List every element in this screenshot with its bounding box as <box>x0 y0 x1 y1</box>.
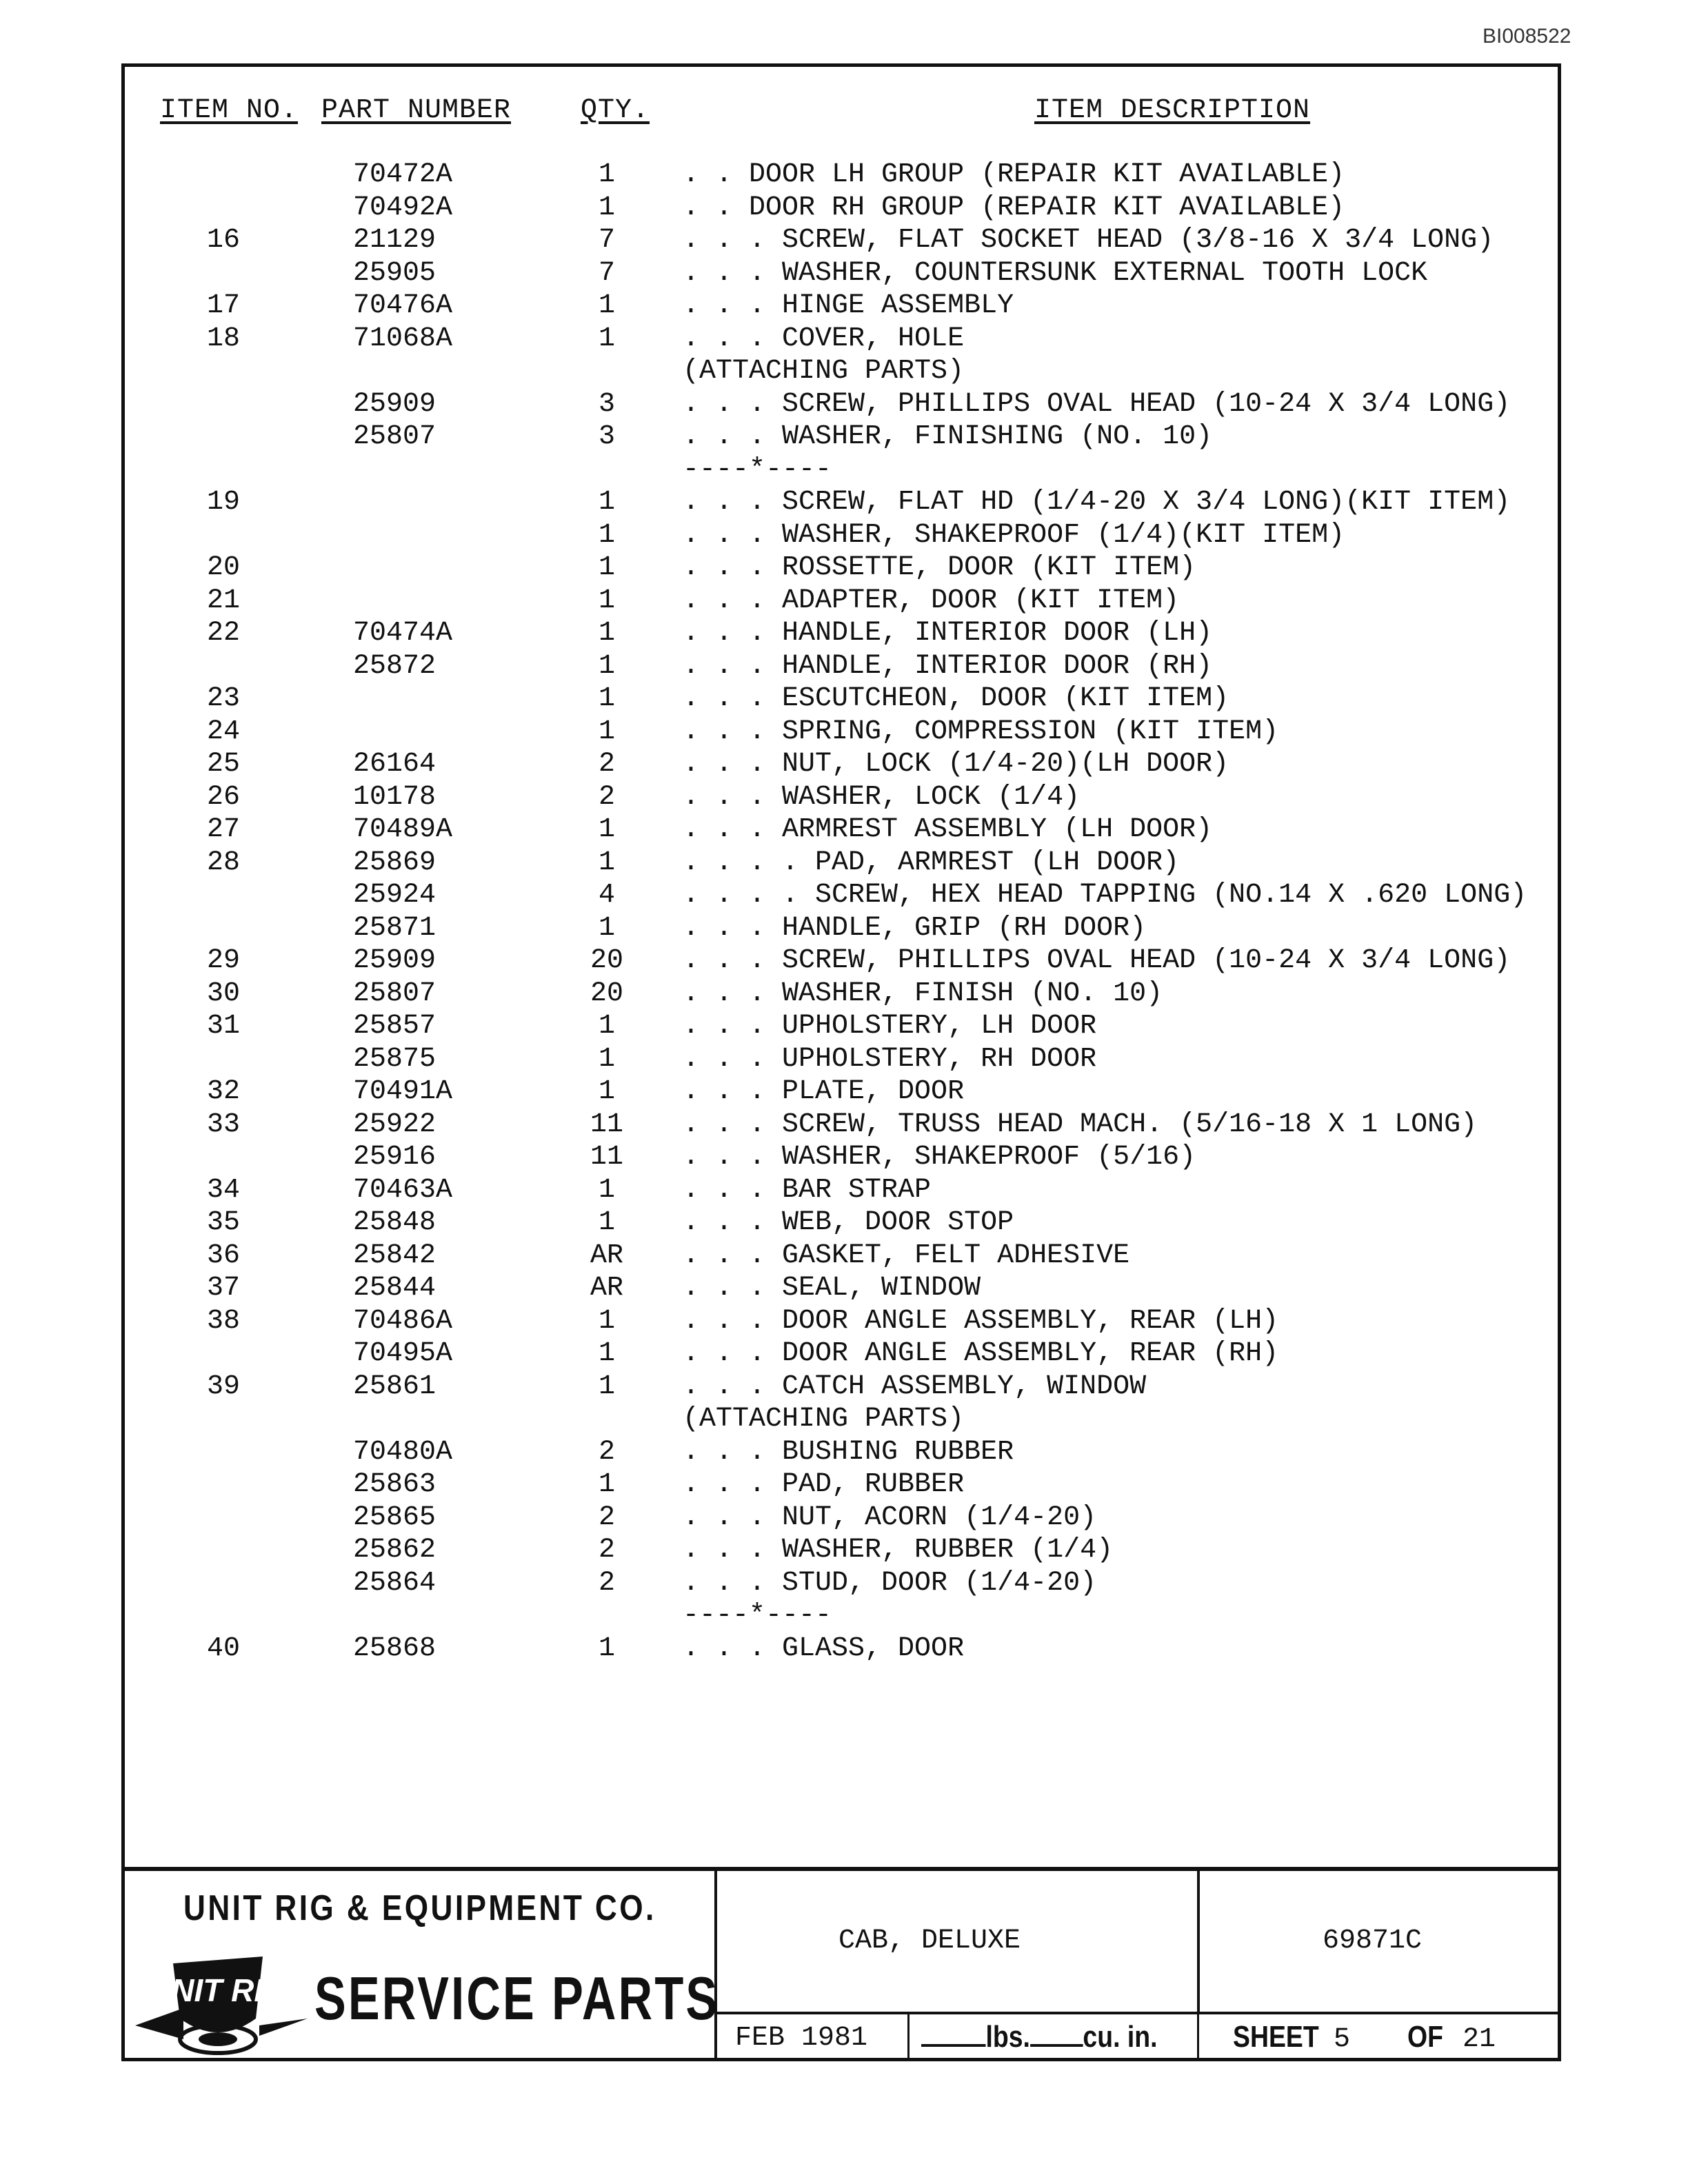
table-row <box>0 912 1688 945</box>
part-number: 26164 <box>353 749 436 780</box>
part-number: 70476A <box>353 290 453 321</box>
volume-blank <box>1030 2023 1083 2047</box>
table-row <box>0 879 1688 912</box>
item-description: . . . ADAPTER, DOOR (KIT ITEM) <box>683 585 1180 616</box>
part-number: 25922 <box>353 1109 436 1140</box>
issue-date: FEB 1981 <box>735 2023 868 2054</box>
quantity: 1 <box>598 1338 615 1369</box>
table-row <box>0 650 1688 683</box>
sheet-number: 5 <box>1334 2024 1351 2055</box>
part-number: 25909 <box>353 388 436 420</box>
sheet-total: 21 <box>1463 2024 1496 2055</box>
item-number: 27 <box>207 814 241 845</box>
quantity: 3 <box>598 388 615 420</box>
quantity: 1 <box>598 1043 615 1075</box>
item-number: 28 <box>207 847 241 878</box>
part-number: 25865 <box>353 1502 436 1533</box>
table-row <box>0 224 1688 257</box>
item-description: . . . ESCUTCHEON, DOOR (KIT ITEM) <box>683 683 1229 714</box>
item-description: . . . DOOR ANGLE ASSEMBLY, REAR (RH) <box>683 1338 1279 1369</box>
item-number: 40 <box>207 1632 241 1664</box>
item-number: 36 <box>207 1240 241 1271</box>
item-description: . . . BUSHING RUBBER <box>683 1436 1014 1468</box>
part-number: 25864 <box>353 1567 436 1599</box>
item-description: . . . SCREW, PHILLIPS OVAL HEAD (10-24 X 3/4 LONG) <box>683 945 1511 976</box>
table-row <box>0 1371 1688 1404</box>
part-number: 10178 <box>353 781 436 813</box>
item-number: 29 <box>207 945 241 976</box>
part-number: 70480A <box>353 1436 453 1468</box>
item-description: . . DOOR RH GROUP (REPAIR KIT AVAILABLE) <box>683 192 1345 223</box>
table-row <box>0 486 1688 519</box>
table-row <box>0 1599 1688 1632</box>
item-description: (ATTACHING PARTS) <box>683 1404 965 1435</box>
table-row <box>0 1305 1688 1338</box>
quantity: 1 <box>598 487 615 518</box>
item-number: 21 <box>207 585 241 616</box>
part-number: 25848 <box>353 1207 436 1238</box>
item-number: 17 <box>207 290 241 321</box>
item-number: 24 <box>207 716 241 747</box>
part-number: 21129 <box>353 225 436 256</box>
table-row <box>0 1436 1688 1469</box>
item-number: 16 <box>207 225 241 256</box>
item-description: . . . WASHER, SHAKEPROOF (1/4)(KIT ITEM) <box>683 519 1345 551</box>
table-row <box>0 1043 1688 1076</box>
table-row <box>0 388 1688 421</box>
table-row <box>0 355 1688 388</box>
table-row <box>0 1337 1688 1371</box>
title-block <box>121 1867 1561 2061</box>
item-description: . . . WASHER, SHAKEPROOF (5/16) <box>683 1142 1196 1173</box>
table-row <box>0 1240 1688 1273</box>
table-row <box>0 1109 1688 1142</box>
logo-text: UNIT RIG <box>148 1972 288 2008</box>
table-row <box>0 454 1688 487</box>
item-description: . . DOOR LH GROUP (REPAIR KIT AVAILABLE) <box>683 159 1345 190</box>
item-number: 25 <box>207 749 241 780</box>
of-label: OF <box>1407 2020 1443 2054</box>
item-number: 33 <box>207 1109 241 1140</box>
item-description: . . . NUT, ACORN (1/4-20) <box>683 1502 1097 1533</box>
table-row <box>0 1632 1688 1666</box>
item-number: 38 <box>207 1305 241 1337</box>
table-row <box>0 1010 1688 1043</box>
table-row <box>0 552 1688 585</box>
part-number: 25863 <box>353 1469 436 1500</box>
item-description: . . . GLASS, DOOR <box>683 1632 965 1664</box>
table-row <box>0 519 1688 552</box>
item-number: 22 <box>207 618 241 649</box>
header-qty: QTY. <box>581 95 650 126</box>
part-number: 70495A <box>353 1338 453 1369</box>
table-row <box>0 1567 1688 1600</box>
sheet-label: SHEET <box>1233 2020 1319 2054</box>
quantity: 1 <box>598 552 615 583</box>
table-row <box>0 1534 1688 1567</box>
part-number: 25875 <box>353 1043 436 1075</box>
table-row <box>0 1206 1688 1240</box>
item-description: (ATTACHING PARTS) <box>683 356 965 387</box>
company-name: UNIT RIG & EQUIPMENT CO. <box>183 1888 656 1928</box>
unit-rig-logo <box>135 1943 308 2060</box>
quantity: 1 <box>598 159 615 190</box>
part-number: 25905 <box>353 257 436 289</box>
table-row <box>0 716 1688 749</box>
item-number: 35 <box>207 1207 241 1238</box>
item-number: 18 <box>207 323 241 354</box>
item-number: 26 <box>207 781 241 813</box>
item-description: . . . UPHOLSTERY, LH DOOR <box>683 1011 1097 1042</box>
item-number: 39 <box>207 1371 241 1402</box>
item-description: . . . ROSSETTE, DOOR (KIT ITEM) <box>683 552 1196 583</box>
quantity: 2 <box>598 1436 615 1468</box>
table-row <box>0 978 1688 1011</box>
item-description: . . . GASKET, FELT ADHESIVE <box>683 1240 1130 1271</box>
assembly-title: CAB, DELUXE <box>838 1925 1021 1957</box>
table-row <box>0 1272 1688 1305</box>
part-number: 25868 <box>353 1632 436 1664</box>
part-number: 25924 <box>353 880 436 911</box>
quantity: 1 <box>598 618 615 649</box>
table-row <box>0 1502 1688 1535</box>
quantity: 1 <box>598 1207 615 1238</box>
table-row <box>0 781 1688 814</box>
part-number: 71068A <box>353 323 453 354</box>
item-number: 37 <box>207 1273 241 1304</box>
item-description: . . . WEB, DOOR STOP <box>683 1207 1014 1238</box>
table-row <box>0 748 1688 781</box>
part-number: 25861 <box>353 1371 436 1402</box>
quantity: AR <box>590 1273 623 1304</box>
table-row <box>0 159 1688 192</box>
part-number: 25807 <box>353 421 436 452</box>
title-block-top-rule <box>121 1867 1561 1871</box>
item-description: . . . NUT, LOCK (1/4-20)(LH DOOR) <box>683 749 1229 780</box>
item-description: . . . ARMREST ASSEMBLY (LH DOOR) <box>683 814 1213 845</box>
part-number: 25869 <box>353 847 436 878</box>
item-description: . . . SCREW, PHILLIPS OVAL HEAD (10-24 X 3/4 LONG) <box>683 388 1511 420</box>
service-parts-title: SERVICE PARTS <box>314 1964 720 2032</box>
table-row <box>0 585 1688 618</box>
table-row <box>0 682 1688 716</box>
quantity: 1 <box>598 814 615 845</box>
quantity: 1 <box>598 519 615 551</box>
quantity: 20 <box>590 978 623 1009</box>
quantity: 1 <box>598 1469 615 1500</box>
item-description: . . . SPRING, COMPRESSION (KIT ITEM) <box>683 716 1279 747</box>
quantity: 1 <box>598 323 615 354</box>
quantity: 1 <box>598 1632 615 1664</box>
quantity: 1 <box>598 1174 615 1206</box>
table-row <box>0 813 1688 847</box>
header-item-no: ITEM NO. <box>160 95 299 126</box>
quantity: 20 <box>590 945 623 976</box>
title-block-divider <box>907 2012 910 2061</box>
quantity: 4 <box>598 880 615 911</box>
item-description: . . . BAR STRAP <box>683 1174 932 1206</box>
item-description: . . . SCREW, FLAT SOCKET HEAD (3/8-16 X 3/4 LONG) <box>683 225 1494 256</box>
part-number: 25862 <box>353 1535 436 1566</box>
quantity: 2 <box>598 749 615 780</box>
table-row <box>0 1174 1688 1207</box>
table-row <box>0 192 1688 225</box>
item-description: . . . WASHER, FINISHING (NO. 10) <box>683 421 1213 452</box>
item-description: . . . HINGE ASSEMBLY <box>683 290 1014 321</box>
quantity: 2 <box>598 781 615 813</box>
quantity: 7 <box>598 225 615 256</box>
quantity: 1 <box>598 1011 615 1042</box>
part-number: 25871 <box>353 912 436 944</box>
item-description: . . . . SCREW, HEX HEAD TAPPING (NO.14 X .620 LONG) <box>683 880 1527 911</box>
quantity: 3 <box>598 421 615 452</box>
quantity: 1 <box>598 683 615 714</box>
item-description: . . . STUD, DOOR (1/4-20) <box>683 1567 1097 1599</box>
weight-volume-field <box>921 2020 1157 2054</box>
item-description: . . . WASHER, FINISH (NO. 10) <box>683 978 1163 1009</box>
item-description: . . . COVER, HOLE <box>683 323 965 354</box>
item-description: . . . CATCH ASSEMBLY, WINDOW <box>683 1371 1147 1402</box>
item-number: 34 <box>207 1174 241 1206</box>
drawing-number: 69871C <box>1323 1925 1423 1957</box>
part-number: 70491A <box>353 1076 453 1107</box>
quantity: 1 <box>598 192 615 223</box>
table-row <box>0 1141 1688 1174</box>
quantity: 1 <box>598 650 615 682</box>
quantity: 1 <box>598 1371 615 1402</box>
title-block-divider <box>714 2012 1561 2014</box>
item-description: . . . WASHER, RUBBER (1/4) <box>683 1535 1114 1566</box>
part-number: 70463A <box>353 1174 453 1206</box>
quantity: 1 <box>598 585 615 616</box>
item-number: 23 <box>207 683 241 714</box>
document-id: BI008522 <box>1483 25 1571 48</box>
item-number: 31 <box>207 1011 241 1042</box>
part-number: 70492A <box>353 192 453 223</box>
item-description: . . . . PAD, ARMREST (LH DOOR) <box>683 847 1180 878</box>
part-number: 70486A <box>353 1305 453 1337</box>
part-number: 70489A <box>353 814 453 845</box>
quantity: 2 <box>598 1567 615 1599</box>
item-description: . . . HANDLE, INTERIOR DOOR (LH) <box>683 618 1213 649</box>
quantity: 7 <box>598 257 615 289</box>
quantity: 1 <box>598 290 615 321</box>
quantity: 11 <box>590 1142 623 1173</box>
part-number: 25844 <box>353 1273 436 1304</box>
item-number: 32 <box>207 1076 241 1107</box>
header-item-description: ITEM DESCRIPTION <box>1034 95 1311 126</box>
item-description: ----*---- <box>683 1600 832 1631</box>
table-row <box>0 847 1688 880</box>
part-number: 25872 <box>353 650 436 682</box>
item-description: . . . PLATE, DOOR <box>683 1076 965 1107</box>
item-description: ----*---- <box>683 454 832 485</box>
quantity: 2 <box>598 1502 615 1533</box>
quantity: 2 <box>598 1535 615 1566</box>
table-row <box>0 323 1688 356</box>
parts-table <box>0 159 1688 1665</box>
lbs-label: lbs. <box>985 2020 1030 2054</box>
quantity: 1 <box>598 912 615 944</box>
item-description: . . . SCREW, TRUSS HEAD MACH. (5/16-18 X 1 LONG) <box>683 1109 1478 1140</box>
header-part-number: PART NUMBER <box>321 95 512 126</box>
quantity: 1 <box>598 1305 615 1337</box>
weight-blank <box>921 2023 986 2047</box>
title-block-divider <box>1197 1867 1200 2012</box>
quantity: 1 <box>598 1076 615 1107</box>
item-description: . . . SEAL, WINDOW <box>683 1273 981 1304</box>
table-row <box>0 1403 1688 1436</box>
item-description: . . . HANDLE, INTERIOR DOOR (RH) <box>683 650 1213 682</box>
item-description: . . . HANDLE, GRIP (RH DOOR) <box>683 912 1147 944</box>
item-description: . . . DOOR ANGLE ASSEMBLY, REAR (LH) <box>683 1305 1279 1337</box>
part-number: 25909 <box>353 945 436 976</box>
item-description: . . . SCREW, FLAT HD (1/4-20 X 3/4 LONG)(KIT ITEM) <box>683 487 1511 518</box>
part-number: 25857 <box>353 1011 436 1042</box>
item-description: . . . PAD, RUBBER <box>683 1469 965 1500</box>
part-number: 70474A <box>353 618 453 649</box>
part-number: 70472A <box>353 159 453 190</box>
quantity: AR <box>590 1240 623 1271</box>
item-description: . . . WASHER, LOCK (1/4) <box>683 781 1081 813</box>
item-description: . . . UPHOLSTERY, RH DOOR <box>683 1043 1097 1075</box>
item-number: 20 <box>207 552 241 583</box>
part-number: 25807 <box>353 978 436 1009</box>
item-number: 30 <box>207 978 241 1009</box>
table-row <box>0 1075 1688 1109</box>
part-number: 25916 <box>353 1142 436 1173</box>
part-number: 25842 <box>353 1240 436 1271</box>
table-row <box>0 290 1688 323</box>
quantity: 1 <box>598 716 615 747</box>
table-row <box>0 617 1688 650</box>
table-row <box>0 944 1688 978</box>
quantity: 1 <box>598 847 615 878</box>
quantity: 11 <box>590 1109 623 1140</box>
item-number: 19 <box>207 487 241 518</box>
table-row <box>0 257 1688 290</box>
table-row <box>0 421 1688 454</box>
title-block-divider <box>1197 2012 1199 2061</box>
table-row <box>0 1468 1688 1502</box>
cu-in-label: cu. in. <box>1083 2020 1158 2054</box>
item-description: . . . WASHER, COUNTERSUNK EXTERNAL TOOTH LOCK <box>683 257 1428 289</box>
